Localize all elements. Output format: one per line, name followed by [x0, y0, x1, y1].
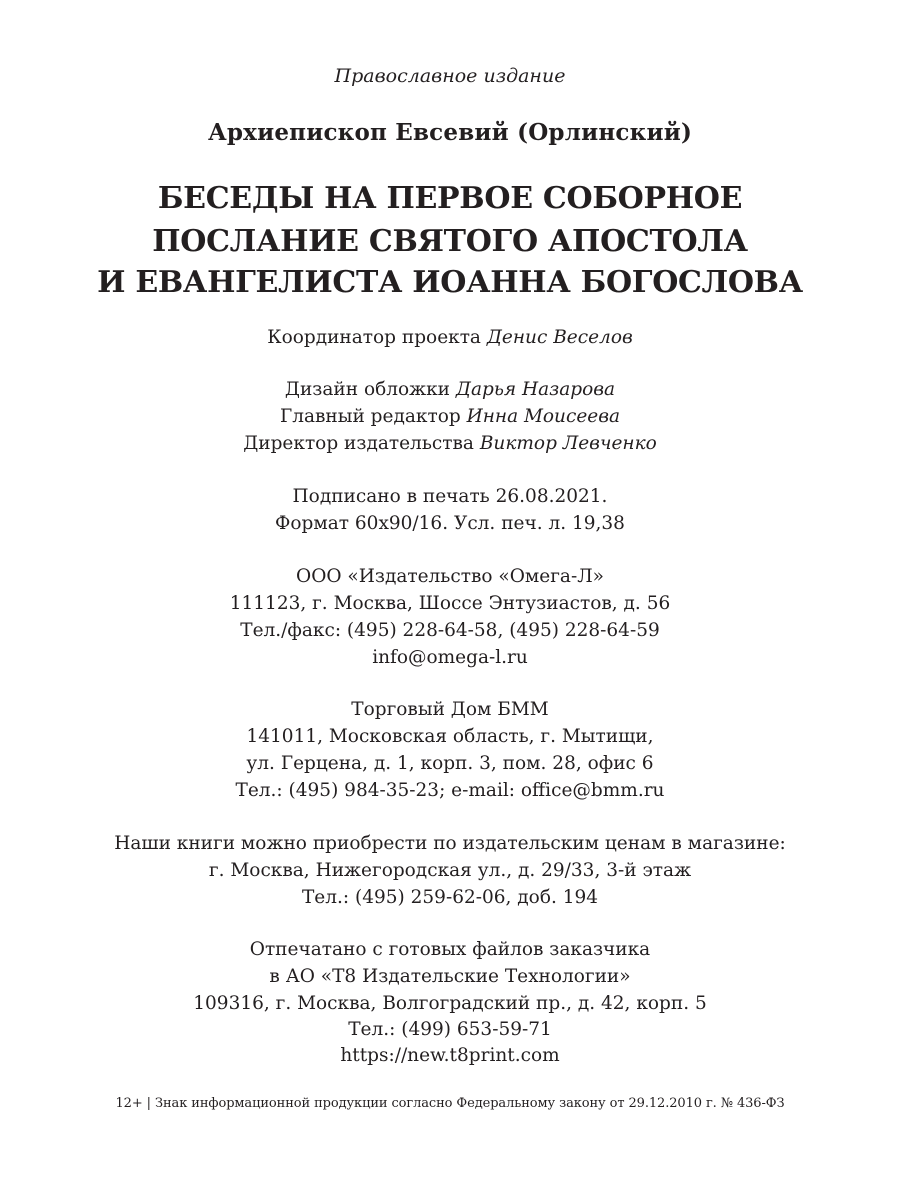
publisher-name: ООО «Издательство «Омега-Л» — [296, 566, 604, 587]
credit-coordinator — [0, 329, 900, 348]
printer-line-1: Отпечатано с готовых файлов заказчика — [249, 939, 651, 960]
shop-info-line-1: Наши книги можно приобрести по издательским ценам в магазине: — [114, 833, 786, 854]
book-title-line-1: БЕСЕДЫ НА ПЕРВОЕ СОБОРНОЕ — [157, 181, 743, 216]
trade-house-name: Торговый Дом БММ — [351, 699, 549, 720]
printer-website: https://new.t8print.com — [340, 1045, 560, 1066]
publisher-address: 111123, г. Москва, Шоссе Энтузиастов, д. 56 — [229, 593, 671, 614]
print-format: Формат 60x90/16. Усл. печ. л. 19,38 — [275, 513, 625, 534]
shop-info-line-3: Тел.: (495) 259-62-06, доб. 194 — [301, 887, 599, 908]
trade-house-address-2: ул. Герцена, д. 1, корп. 3, пом. 28, офис 6 — [246, 753, 654, 774]
credit-role: Координатор проекта — [267, 327, 481, 348]
credit-person: Денис Веселов — [486, 327, 633, 348]
book-title-line-3: И ЕВАНГЕЛИСТА ИОАННА БОГОСЛОВА — [97, 265, 803, 300]
printer-phone: Тел.: (499) 653-59-71 — [348, 1019, 552, 1040]
publisher-phone: Тел./факс: (495) 228-64-58, (495) 228-64-59 — [240, 620, 660, 641]
author-name: Архиепископ Евсевий (Орлинский) — [207, 119, 693, 146]
credit-role: Дизайн обложки — [284, 379, 451, 400]
credit-person: Инна Моисеева — [466, 406, 621, 427]
credit-director — [0, 435, 900, 454]
credit-cover-design — [0, 381, 900, 400]
publisher-email: info@omega-l.ru — [372, 647, 528, 668]
credit-role: Директор издательства — [243, 433, 474, 454]
book-title-line-2: ПОСЛАНИЕ СВЯТОГО АПОСТОЛА — [152, 224, 748, 259]
printer-address: 109316, г. Москва, Волгоградский пр., д. 42, корп. 5 — [193, 993, 707, 1014]
credit-role: Главный редактор — [279, 406, 461, 427]
trade-house-contact: Тел.: (495) 984-35-23; e-mail: office@bmm.ru — [235, 780, 665, 801]
credit-person: Дарья Назарова — [455, 379, 616, 400]
series-label: Православное издание — [334, 65, 566, 87]
printer-line-2: в АО «Т8 Издательские Технологии» — [269, 966, 631, 987]
credit-chief-editor — [0, 408, 900, 427]
trade-house-address-1: 141011, Московская область, г. Мытищи, — [246, 726, 654, 747]
shop-info-line-2: г. Москва, Нижегородская ул., д. 29/33, 3-й этаж — [208, 860, 692, 881]
credit-person: Виктор Левченко — [479, 433, 657, 454]
age-rating-notice: 12+ | Знак информационной продукции согласно Федеральному закону от 29.12.2010 г. № 436-ФЗ — [115, 1096, 785, 1111]
print-signed-date: Подписано в печать 26.08.2021. — [292, 486, 608, 507]
